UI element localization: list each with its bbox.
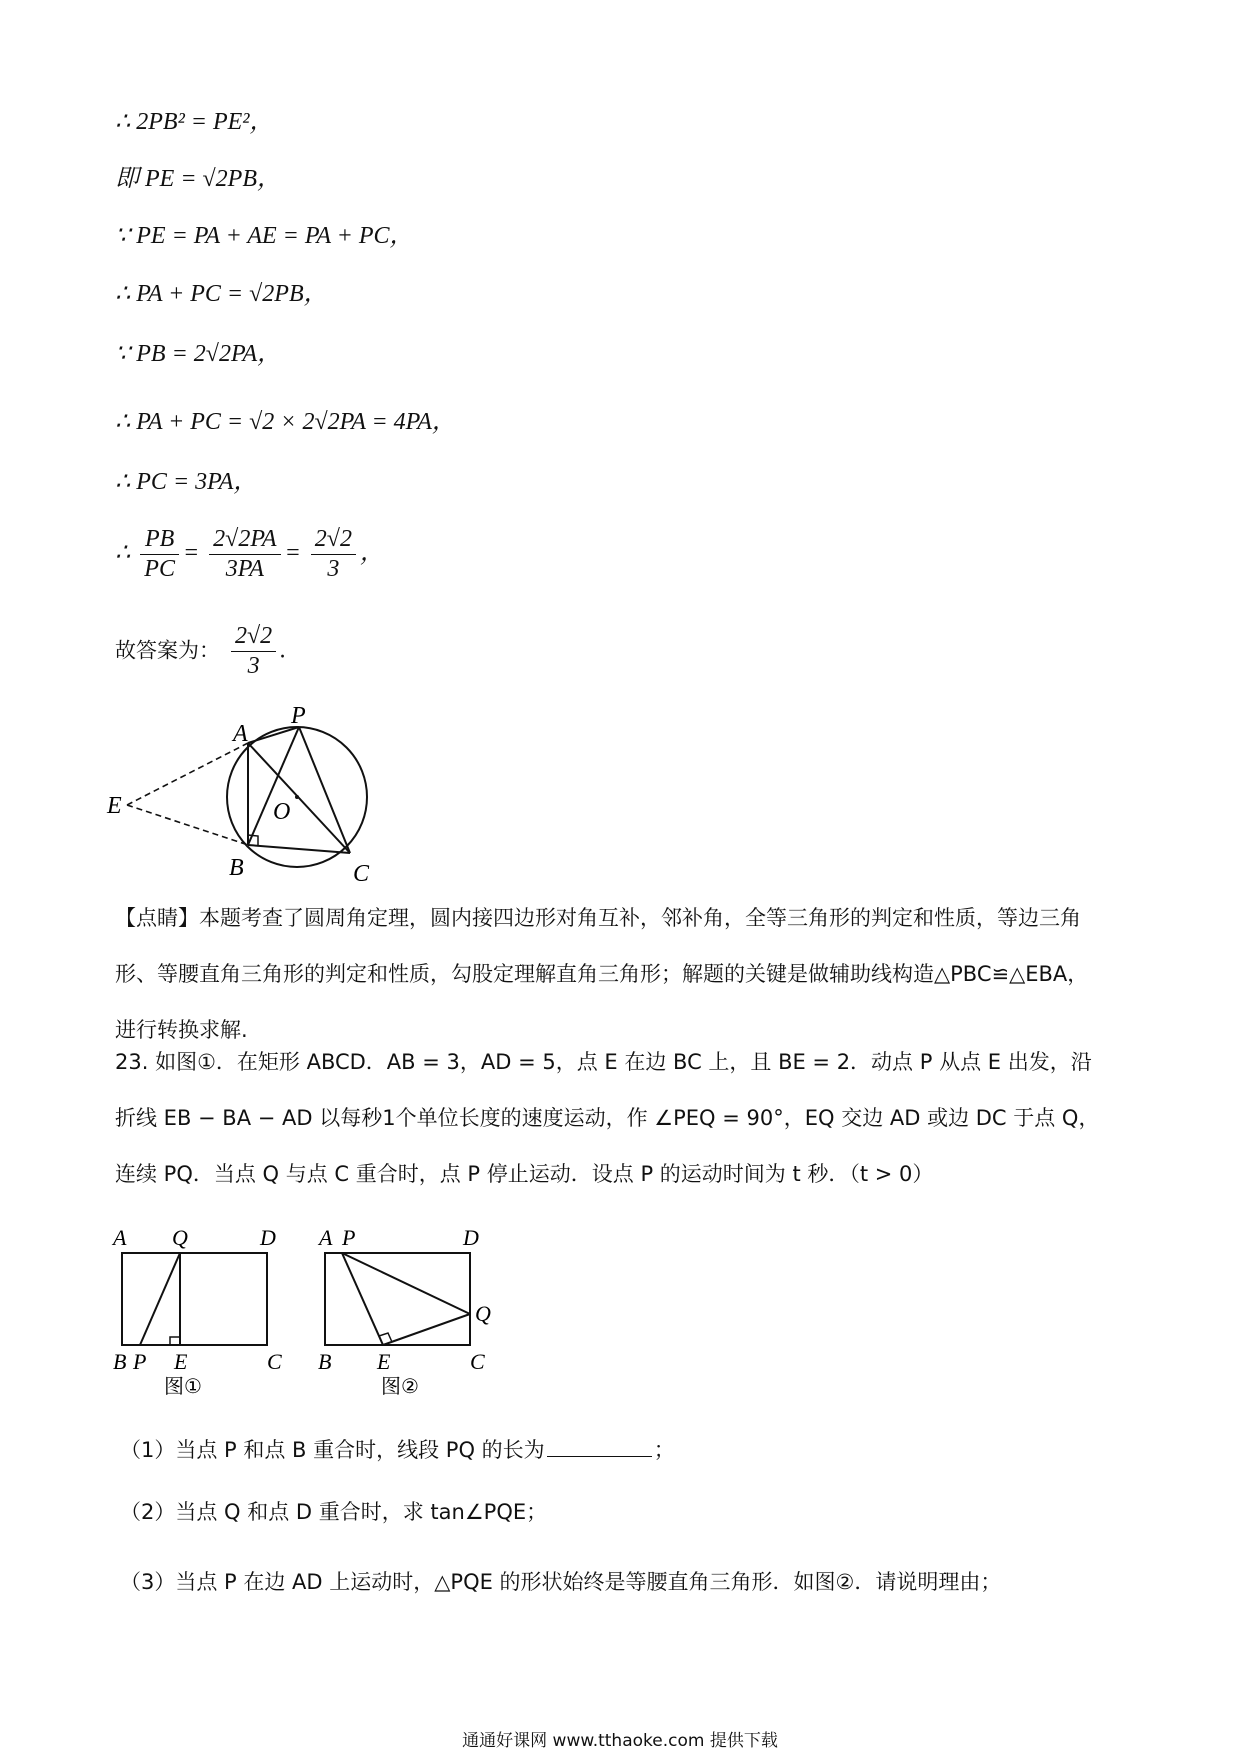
solution-step-5: ∵ PB = 2√2PA， xyxy=(115,341,282,367)
problem-line: 折线 EB − BA − AD 以每秒1个单位长度的速度运动，作 ∠PEQ = 90°，EQ 交边 AD 或边 DC 于点 Q， xyxy=(115,1106,1100,1130)
fraction-numerator: 2√2PA xyxy=(209,525,280,555)
label-e: E xyxy=(377,1349,391,1374)
label-p: P xyxy=(291,705,306,729)
fraction-numerator: 2√2 xyxy=(311,525,356,555)
label-b: B xyxy=(113,1349,127,1374)
problem-23 xyxy=(115,1052,1125,1220)
label-b: B xyxy=(229,855,244,881)
solution-step-3: ∵ PE = PA + AE = PA + PC， xyxy=(115,223,414,249)
fraction-expanded xyxy=(209,525,280,584)
label-d: D xyxy=(463,1225,479,1250)
fraction-denominator: 3 xyxy=(247,652,260,679)
subquestion-text: （2）当点 Q 和点 D 重合时，求 tan∠PQE； xyxy=(120,1500,548,1524)
label-e: E xyxy=(174,1349,188,1374)
answer-blank[interactable] xyxy=(547,1456,652,1457)
comment-line: 【点睛】本题考查了圆周角定理，圆内接四边形对角互补，邻补角，全等三角形的判定和性质，等边三角 xyxy=(115,906,1081,930)
figure-1-caption: 图① xyxy=(164,1374,202,1395)
label-c: C xyxy=(267,1349,282,1374)
solution-step-2: 即 PE = √2PB， xyxy=(115,166,282,192)
label-q: Q xyxy=(475,1301,491,1326)
segment-pq xyxy=(140,1253,180,1345)
solution-step-4: ∴ PA + PC = √2PB， xyxy=(115,281,328,307)
fraction-denominator: PC xyxy=(144,555,175,582)
segment-pc xyxy=(299,727,350,853)
label-a: A xyxy=(233,721,248,747)
label-c: C xyxy=(470,1349,485,1374)
ratio-suffix: ， xyxy=(359,539,384,566)
subquestion-3 xyxy=(120,1566,1001,1596)
comment-line: 形、等腰直角三角形的判定和性质，勾股定理解直角三角形；解题的关键是做辅助线构造△PBC≌△EBA， xyxy=(115,962,1089,986)
segment-pb xyxy=(248,727,299,845)
fraction-pb-pc xyxy=(140,525,179,584)
label-q: Q xyxy=(172,1225,188,1250)
fraction-numerator: PB xyxy=(140,525,179,555)
subquestion-text: （1）当点 P 和点 B 重合时，线段 PQ 的长为 xyxy=(120,1438,545,1462)
problem-line: 连续 PQ．当点 Q 与点 C 重合时，点 P 停止运动．设点 P 的运动时间为 t 秒．（t > 0） xyxy=(115,1162,934,1186)
segment-ap xyxy=(248,727,299,743)
label-a: A xyxy=(319,1225,333,1250)
solution-step-1: ∴ 2PB² = PE²， xyxy=(115,109,274,135)
subquestion-suffix: ； xyxy=(653,1438,675,1462)
rectangle-abcd xyxy=(122,1253,267,1345)
subquestion-text: （3）当点 P 在边 AD 上运动时，△PQE 的形状始终是等腰直角三角形．如图②．请说明理由； xyxy=(120,1570,1002,1594)
answer-line xyxy=(115,622,286,681)
label-o: O xyxy=(273,799,291,825)
segment-bc xyxy=(248,845,350,853)
fraction-denominator: 3PA xyxy=(225,555,264,582)
problem-line: 23. 如图①．在矩形 ABCD．AB = 3，AD = 5，点 E 在边 BC 上，且 BE = 2．动点 P 从点 E 出发，沿 xyxy=(115,1050,1092,1074)
center-point-o xyxy=(295,795,299,799)
label-a: A xyxy=(113,1225,127,1250)
dashed-segment-eb xyxy=(127,805,248,845)
label-b: B xyxy=(318,1349,332,1374)
fraction-denominator: 3 xyxy=(327,555,340,582)
subquestion-2 xyxy=(120,1496,547,1526)
ratio-prefix: ∴ xyxy=(115,539,131,566)
segment-ac xyxy=(248,743,350,853)
comment-line: 进行转换求解. xyxy=(115,1018,248,1042)
label-p: P xyxy=(133,1349,147,1374)
label-d: D xyxy=(260,1225,276,1250)
solution-step-7: ∴ PC = 3PA， xyxy=(115,469,258,495)
answer-fraction xyxy=(231,622,276,681)
figure-2-rectangle xyxy=(313,1225,513,1395)
fraction-result xyxy=(311,525,356,584)
solution-step-6: ∴ PA + PC = √2 × 2√2PA = 4PA， xyxy=(115,409,456,435)
answer-label: 故答案为： xyxy=(115,638,220,663)
label-e: E xyxy=(107,793,122,819)
rectangle-abcd xyxy=(325,1253,470,1345)
figure-2-caption: 图② xyxy=(381,1374,419,1395)
label-c: C xyxy=(353,861,370,887)
segment-eq xyxy=(383,1314,470,1345)
answer-suffix: . xyxy=(280,637,287,664)
segment-pq xyxy=(342,1253,470,1314)
ratio-step: ∴ $\frac{PB}{PC}$ = $\frac{2√2PA}{3PA}$ = $\frac{2√2}{3}$ ， xyxy=(115,526,384,582)
fraction-numerator: 2√2 xyxy=(231,622,276,652)
circle-geometry-figure xyxy=(105,705,395,890)
figure-1-rectangle xyxy=(110,1225,300,1395)
label-p: P xyxy=(342,1225,356,1250)
segment-pe xyxy=(342,1253,383,1345)
page-footer: 通通好课网 www.tthaoke.com 提供下载 xyxy=(462,1731,778,1751)
right-angle-mark xyxy=(170,1337,180,1345)
subquestion-1 xyxy=(120,1434,675,1464)
